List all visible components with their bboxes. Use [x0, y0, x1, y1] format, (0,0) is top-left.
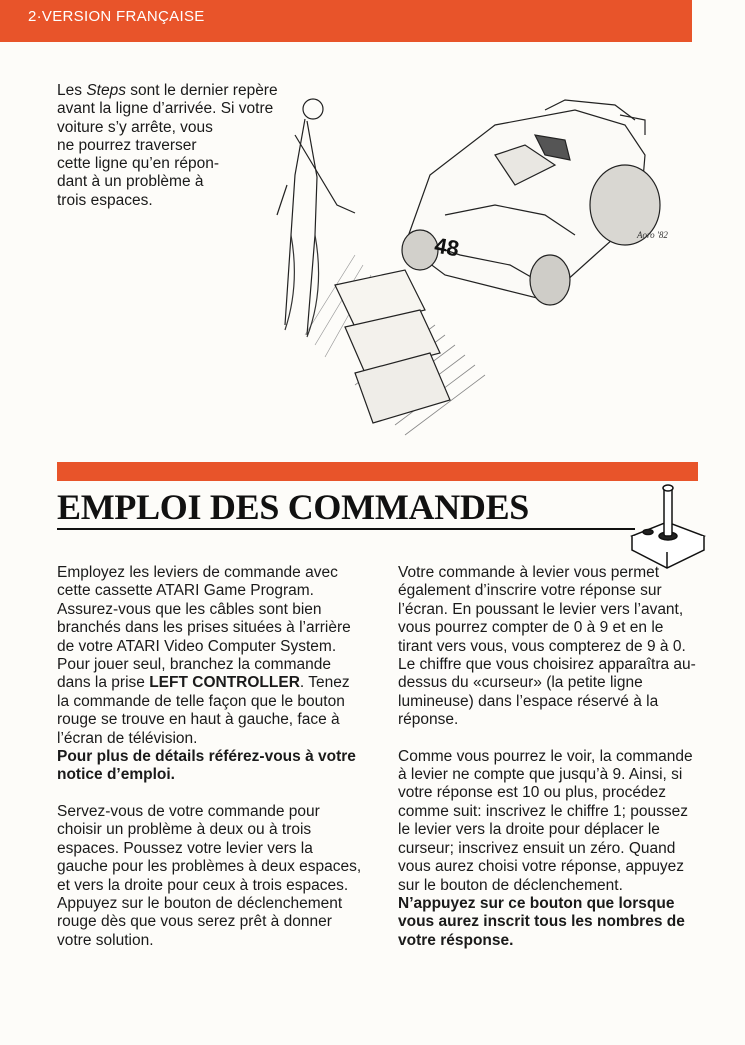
section-title: EMPLOI DES COMMANDES	[57, 487, 530, 527]
left-controller-term: LEFT CONTROLLER	[149, 674, 300, 692]
right-p2-warning: N’appuyez sur ce bouton que lorsque vous aurez inscrit tous les nombres de votre résponse.	[398, 894, 685, 949]
intro-lead: Les	[57, 82, 87, 99]
right-column	[398, 564, 698, 968]
left-p1-text-2: . Tenez la commande de telle façon que le bouton rouge se trouve en haut à gauche, face à l’écran de télévision.	[57, 674, 350, 747]
car-number: 48	[432, 232, 462, 262]
joystick-icon	[622, 480, 712, 572]
left-paragraph-2: Servez-vous de votre commande pour choisir un problème à deux ou à trois espaces. Poussez votre levier vers la gauche pour les problèmes à deux espaces, et vers la droite pour ceux à trois espaces. Appuyez sur le bouton de déclenchement rouge dès que vous serez prêt à donner votre solution.	[57, 802, 362, 949]
left-column	[57, 564, 362, 968]
title-rule	[57, 528, 635, 530]
header-label: 2·VERSION FRANÇAISE	[28, 8, 205, 25]
intro-rest: sont le dernier repère avant la ligne d’arrivée. Si votre voiture s’y arrête, vous ne pourrez traverser cette ligne qu’en répon- dant à un problème à trois espaces.	[57, 82, 278, 209]
right-paragraph-2	[398, 748, 698, 950]
right-p2-text: Comme vous pourrez le voir, la commande à levier ne compte que jusqu’à 9. Ainsi, si votre réponse est 10 ou plus, procédez comme suit: inscrivez le chiffre 1; poussez le levier vers la droite pour déplacer le curseur; inscrivez ensuit un zéro. Quand vous aurez choisi votre réponse, appuyez sur le bouton de déclenchement.	[398, 747, 693, 894]
left-paragraph-1	[57, 564, 362, 785]
right-paragraph-1: Votre commande à levier vous permet également d’inscrire votre réponse sur l’écran. En poussant le levier vers l’avant, vous pourrez compter de 0 à 9 et en le tirant vers vous, vous compterez de 9 à 0. Le chiffre que vous choisirez apparaîtra au-dessus du «curseur» (la petite ligne lumineuse) dans l’espace réservé à la réponse.	[398, 564, 696, 729]
intro-steps-word: Steps	[86, 82, 126, 99]
left-p1-note: Pour plus de détails référez-vous à votre notice d’emploi.	[57, 748, 356, 784]
race-car-illustration	[245, 95, 705, 460]
left-p1-text: Employez les leviers de commande avec cette cassette ATARI Game Program. Assurez-vous que les câbles sont bien branchés dans les prises situées à l’arrière de votre ATARI Video Computer System. Pour jouer seul, branchez la commande dans la prise	[57, 564, 351, 692]
artist-signature: Aoro '82	[637, 230, 668, 240]
section-bar	[57, 462, 698, 481]
